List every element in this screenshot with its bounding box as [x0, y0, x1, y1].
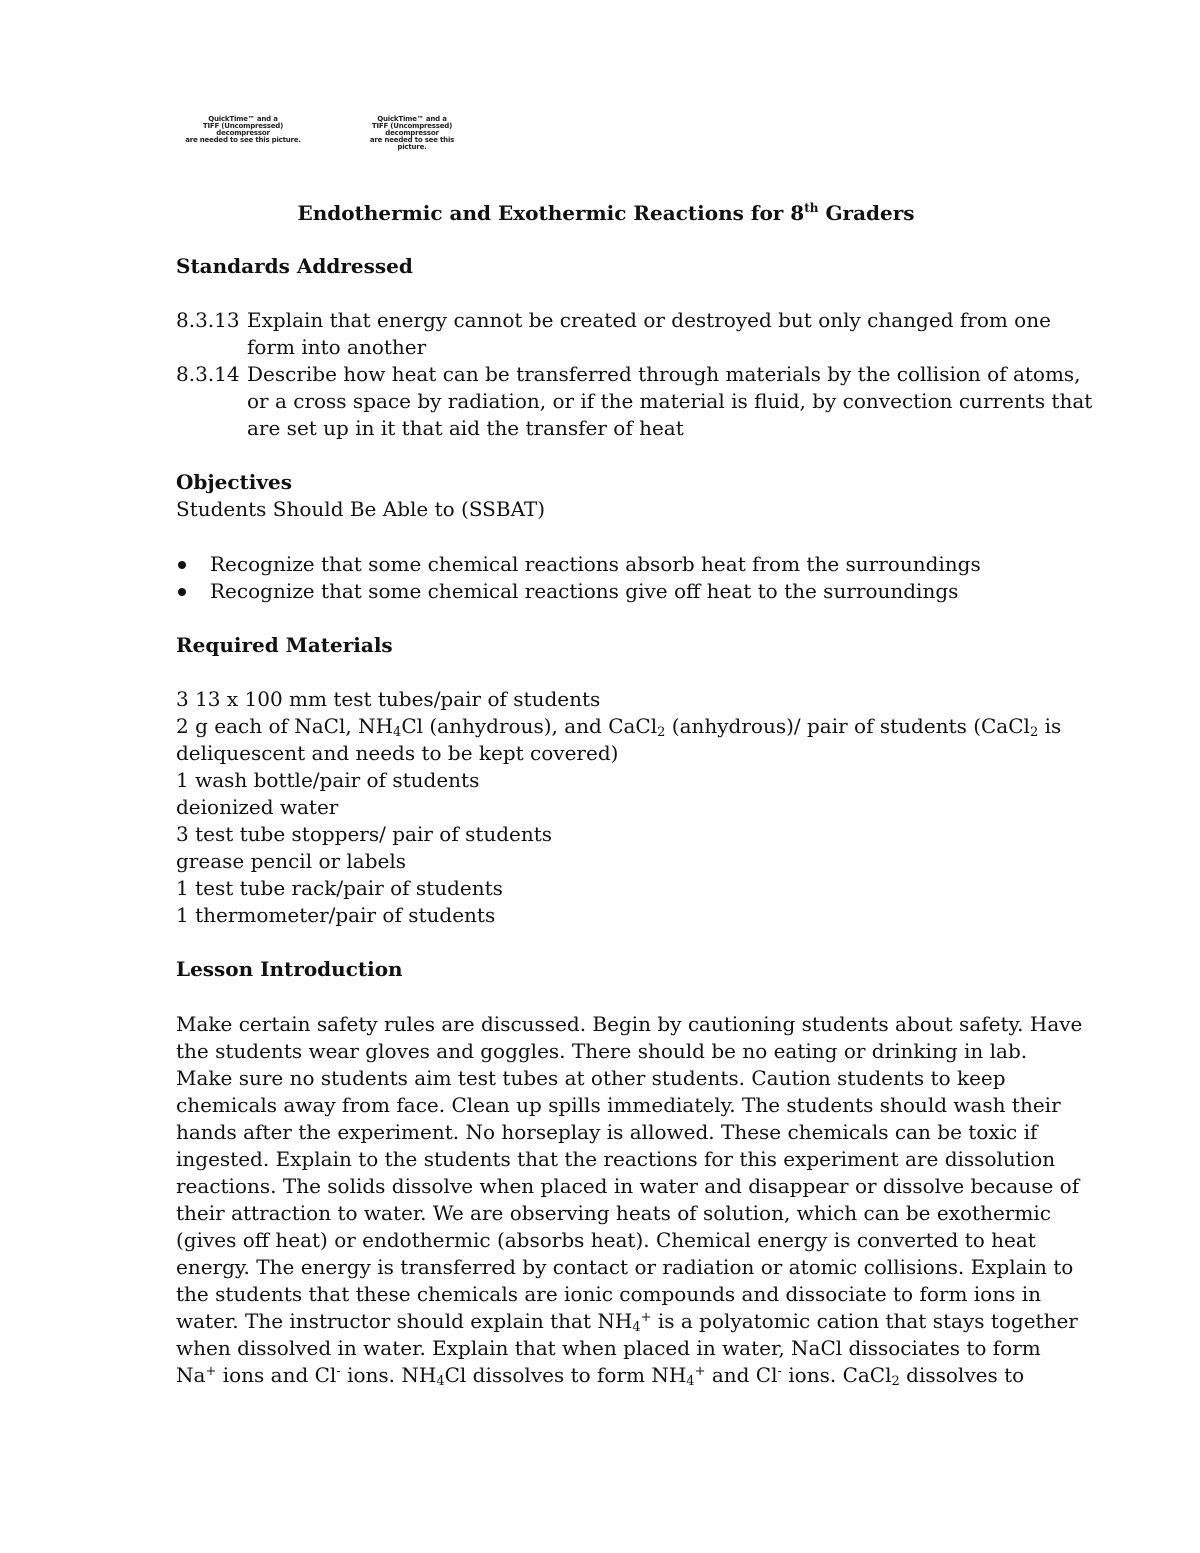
- paragraph-line: Make certain safety rules are discussed. Begin by cautioning students about safety. Have: [176, 1012, 1083, 1036]
- material-line: 3 13 x 100 mm test tubes/pair of students: [176, 687, 601, 711]
- paragraph-line: when dissolved in water. Explain that when placed in water, NaCl dissociates to form: [176, 1336, 1041, 1360]
- superscript: +: [640, 1310, 652, 1325]
- paragraph-line: energy. The energy is transferred by contact or radiation or atomic collisions. Explain to: [176, 1255, 1074, 1279]
- title-text: Endothermic and Exothermic Reactions for 8: [297, 201, 805, 225]
- subscript: 2: [891, 1374, 900, 1389]
- superscript: +: [205, 1364, 217, 1379]
- subscript: 4: [632, 1320, 641, 1335]
- standard-text-line: Explain that energy cannot be created or destroyed but only changed from one: [247, 308, 1051, 332]
- objectives-heading: Objectives: [176, 470, 292, 494]
- paragraph-line: their attraction to water. We are observing heats of solution, which can be exothermic: [176, 1201, 1051, 1225]
- paragraph-line: reactions. The solids dissolve when placed in water and disappear or dissolve because of: [176, 1174, 1080, 1198]
- objectives-list: [176, 551, 1036, 605]
- subscript: 2: [657, 725, 666, 740]
- quicktime-line: are needed to see this picture.: [369, 136, 455, 151]
- paragraph-text: Cl dissolves to form NH: [444, 1363, 687, 1387]
- quicktime-line: TIFF (Uncompressed) decompressor: [202, 122, 284, 137]
- material-text: is: [1038, 714, 1062, 738]
- standard-text-line: are set up in it that aid the transfer of heat: [247, 416, 684, 440]
- quicktime-placeholder-left: [178, 116, 308, 144]
- bullet-text: Recognize that some chemical reactions absorb heat from the surroundings: [210, 552, 981, 576]
- material-line: 1 thermometer/pair of students: [176, 903, 496, 927]
- bullet-text: Recognize that some chemical reactions give off heat to the surroundings: [210, 579, 959, 603]
- material-line: deionized water: [176, 795, 339, 819]
- superscript: -: [336, 1364, 341, 1379]
- standard-item: [176, 307, 1051, 361]
- standard-text-line: form into another: [247, 335, 427, 359]
- standard-text-line: or a cross space by radiation, or if the material is fluid, by convection currents that: [247, 389, 1093, 413]
- paragraph-line: hands after the experiment. No horseplay is allowed. These chemicals can be toxic if: [176, 1120, 1038, 1144]
- material-line: 3 test tube stoppers/ pair of students: [176, 822, 553, 846]
- subscript: 4: [686, 1374, 695, 1389]
- material-line: grease pencil or labels: [176, 849, 407, 873]
- list-item: [176, 551, 1036, 578]
- paragraph-line: ingested. Explain to the students that the reactions for this experiment are dissolution: [176, 1147, 1056, 1171]
- paragraph-line: Make sure no students aim test tubes at other students. Caution students to keep: [176, 1066, 1006, 1090]
- paragraph-line: [176, 1362, 1036, 1389]
- quicktime-placeholder-right: [358, 116, 466, 151]
- standards-heading: Standards Addressed: [176, 254, 413, 278]
- paragraph-text: ions. CaCl: [781, 1363, 892, 1387]
- standards-list: [176, 307, 1093, 442]
- standard-number: 8.3.13: [176, 308, 240, 332]
- document-title: [176, 200, 1036, 227]
- subscript: 4: [436, 1374, 445, 1389]
- paragraph-text: water. The instructor should explain that NH: [176, 1309, 633, 1333]
- title-superscript: th: [804, 201, 819, 215]
- material-text: Cl (anhydrous), and CaCl: [401, 714, 658, 738]
- material-line: 1 test tube rack/pair of students: [176, 876, 503, 900]
- bullet-icon: [178, 588, 186, 596]
- material-line: 1 wash bottle/pair of students: [176, 768, 480, 792]
- quicktime-line: TIFF (Uncompressed) decompressor: [371, 122, 453, 137]
- paragraph-line: [176, 1308, 1078, 1335]
- material-line: deliquescent and needs to be kept covered): [176, 741, 619, 765]
- lesson-intro-heading: Lesson Introduction: [176, 957, 403, 981]
- material-text: (anhydrous)/ pair of students (CaCl: [665, 714, 1030, 738]
- subscript: 2: [1029, 725, 1039, 740]
- paragraph-line: chemicals away from face. Clean up spills immediately. The students should wash their: [176, 1093, 1061, 1117]
- objectives-intro: Students Should Be Able to (SSBAT): [176, 497, 546, 521]
- paragraph-line: the students that these chemicals are ionic compounds and dissociate to form ions in: [176, 1282, 1041, 1306]
- paragraph-text: ions and Cl: [216, 1363, 337, 1387]
- list-item: [176, 578, 1036, 605]
- lesson-intro-body: [176, 1011, 1083, 1389]
- standard-item: [176, 361, 1093, 442]
- bullet-icon: [178, 561, 186, 569]
- material-line: [176, 713, 1062, 740]
- standard-text-line: Describe how heat can be transferred through materials by the collision of atoms,: [247, 362, 1081, 386]
- quicktime-line: are needed to see this picture.: [185, 136, 301, 144]
- quicktime-line: QuickTime™ and a: [208, 115, 278, 123]
- paragraph-text: Na: [176, 1363, 206, 1387]
- superscript: +: [694, 1364, 706, 1379]
- subscript: 4: [393, 725, 402, 740]
- material-text: 2 g each of NaCl, NH: [176, 714, 394, 738]
- paragraph-text: ions. NH: [340, 1363, 437, 1387]
- paragraph-line: (gives off heat) or endothermic (absorbs heat). Chemical energy is converted to heat: [176, 1228, 1036, 1252]
- paragraph-text: dissolves to: [899, 1363, 1025, 1387]
- paragraph-text: and Cl: [705, 1363, 778, 1387]
- materials-heading: Required Materials: [176, 633, 393, 657]
- paragraph-line: the students wear gloves and goggles. There should be no eating or drinking in lab.: [176, 1039, 1028, 1063]
- superscript: -: [777, 1364, 782, 1379]
- standard-number: 8.3.14: [176, 362, 240, 386]
- materials-list: [176, 686, 1062, 929]
- paragraph-text: is a polyatomic cation that stays together: [651, 1309, 1078, 1333]
- title-text-end: Graders: [818, 201, 915, 225]
- quicktime-line: QuickTime™ and a: [377, 115, 447, 123]
